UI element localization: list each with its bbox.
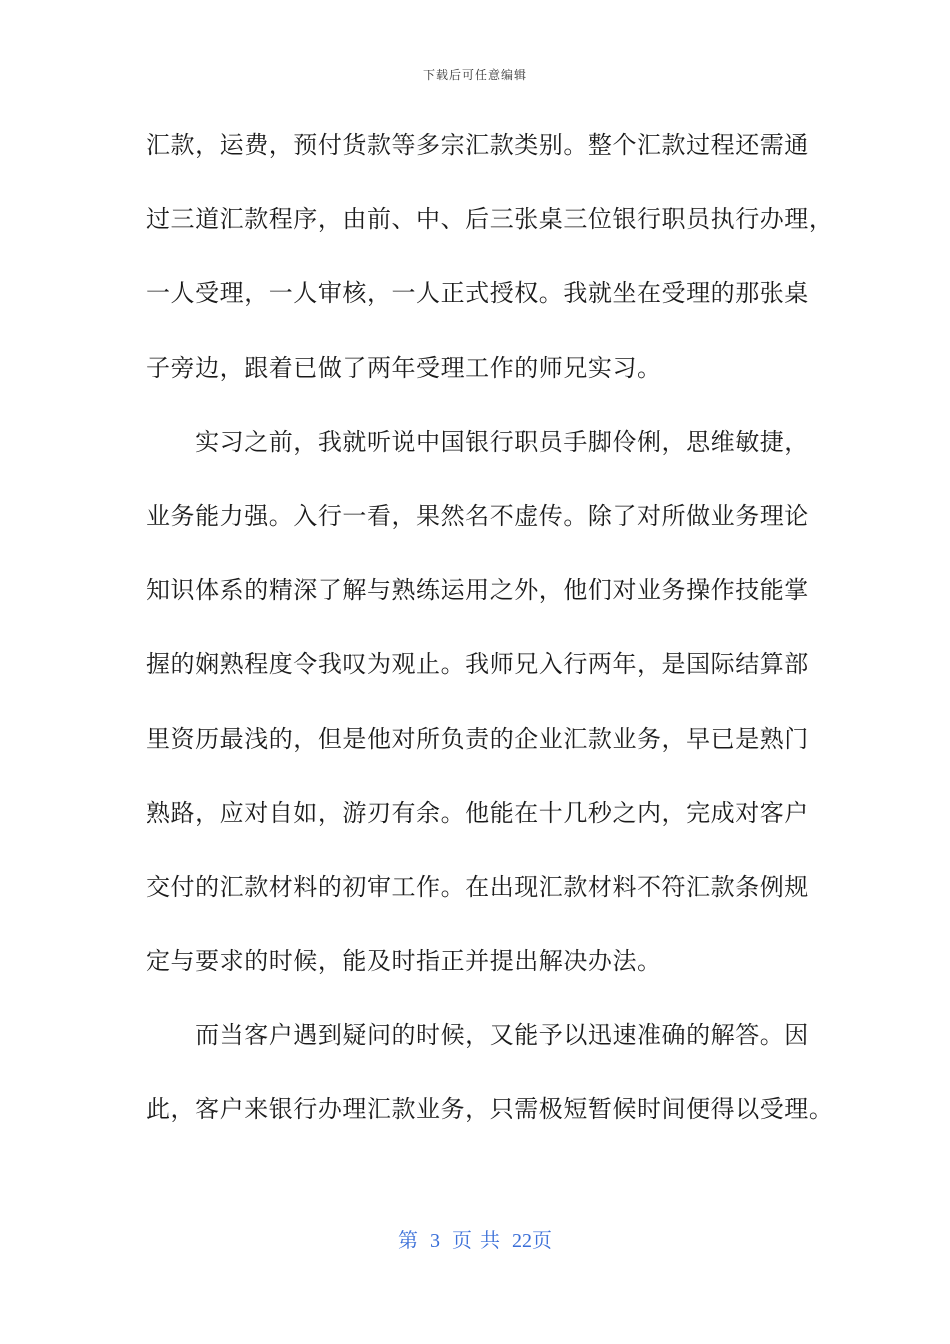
text-line: 知识体系的精深了解与熟练运用之外，他们对业务操作技能掌 bbox=[146, 576, 809, 605]
footer-label-page: 第 bbox=[398, 1230, 418, 1252]
text-line: 汇款，运费，预付货款等多宗汇款类别。整个汇款过程还需通 bbox=[146, 131, 809, 159]
total-pages-number: 22 bbox=[512, 1230, 532, 1252]
text-line: 里资历最浅的，但是他对所负责的企业汇款业务，早已是熟门 bbox=[146, 724, 809, 753]
text-line: 过三道汇款程序，由前、中、后三张桌三位银行职员执行办理， bbox=[146, 205, 834, 234]
text-line: 一人受理，一人审核，一人正式授权。我就坐在受理的那张桌 bbox=[146, 279, 809, 308]
text-line: 此，客户来银行办理汇款业务，只需极短暂候时间便得以受理。 bbox=[146, 1095, 834, 1124]
text-line: 交付的汇款材料的初审工作。在出现汇款材料不符汇款条例规 bbox=[146, 872, 809, 901]
text-line: 子旁边，跟着已做了两年受理工作的师兄实习。 bbox=[146, 353, 662, 382]
text-line: 熟路，应对自如，游刃有余。他能在十几秒之内，完成对客户 bbox=[146, 798, 809, 827]
footer-label-total: 共 bbox=[480, 1230, 500, 1252]
page-footer bbox=[0, 1224, 950, 1253]
text-line: 实习之前，我就听说中国银行职员手脚伶俐，思维敏捷， bbox=[146, 427, 809, 456]
text-line: 而当客户遇到疑问的时候，又能予以迅速准确的解答。因 bbox=[146, 1021, 809, 1050]
footer-label-of: 页 bbox=[452, 1230, 472, 1252]
text-line: 握的娴熟程度令我叹为观止。我师兄入行两年，是国际结算部 bbox=[146, 650, 809, 679]
current-page-number: 3 bbox=[430, 1230, 440, 1252]
document-body bbox=[146, 122, 834, 1161]
text-line: 业务能力强。入行一看，果然名不虚传。除了对所做业务理论 bbox=[146, 501, 809, 530]
footer-label-end: 页 bbox=[532, 1230, 552, 1252]
header-note: 下载后可任意编辑 bbox=[422, 68, 527, 82]
text-line: 定与要求的时候，能及时指正并提出解决办法。 bbox=[146, 947, 662, 976]
